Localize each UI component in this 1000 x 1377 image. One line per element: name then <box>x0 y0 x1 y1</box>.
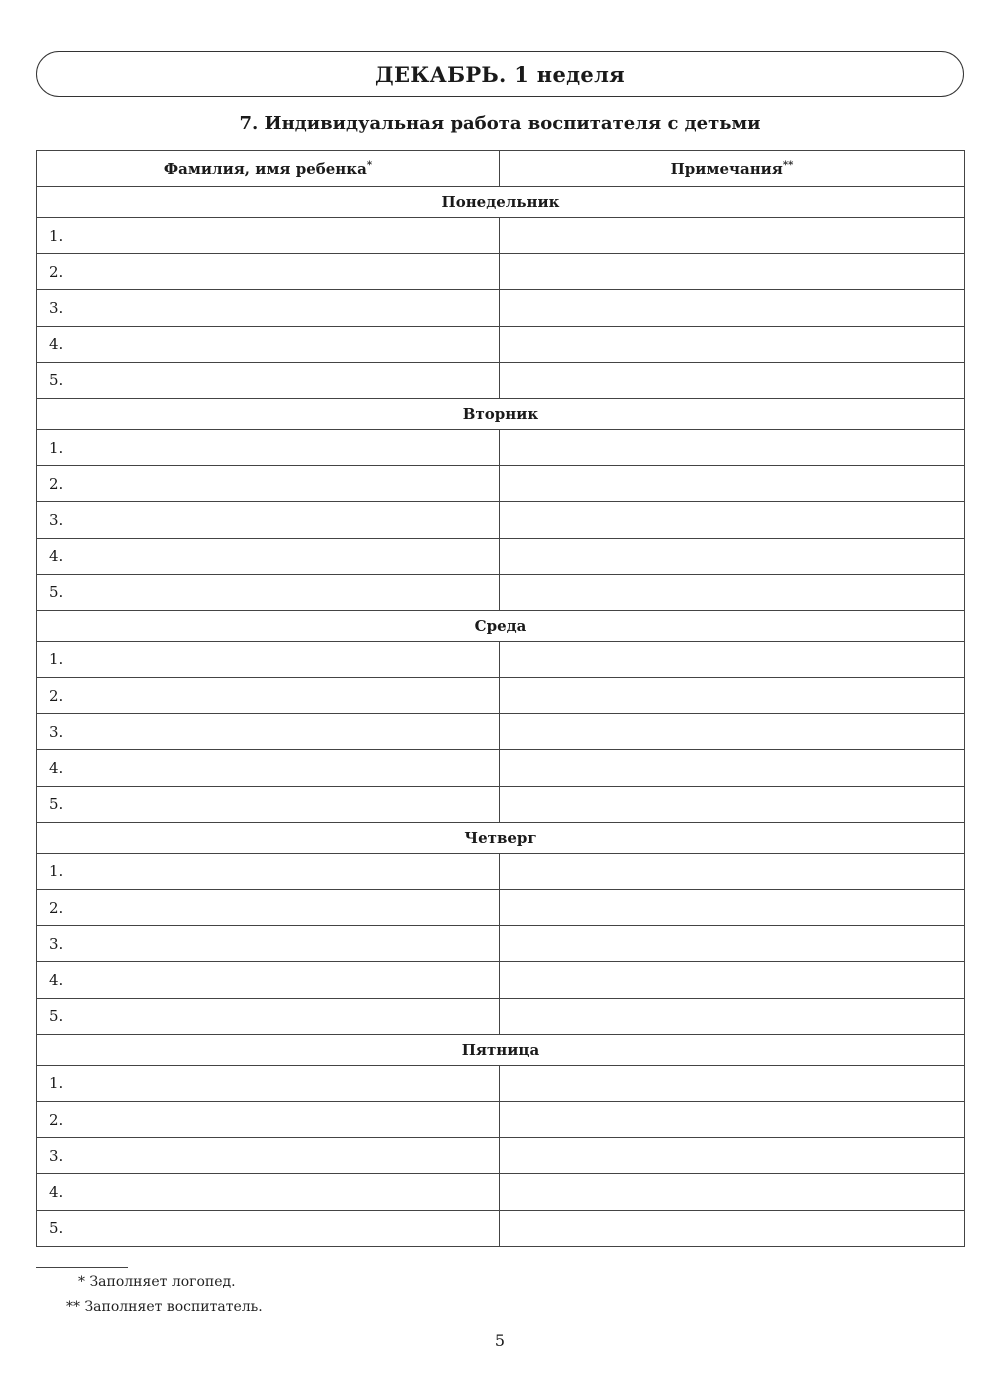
notes-cell[interactable] <box>500 1174 965 1210</box>
table-row <box>37 254 965 290</box>
child-name-cell[interactable]: 1. <box>37 1065 500 1101</box>
table-row <box>37 326 965 362</box>
child-name-cell[interactable]: 4. <box>37 538 500 574</box>
child-name-cell[interactable]: 1. <box>37 853 500 889</box>
table-row <box>37 1138 965 1174</box>
child-name-cell[interactable]: 3. <box>37 502 500 538</box>
child-name-cell[interactable]: 3. <box>37 714 500 750</box>
column-header-notes <box>500 151 965 187</box>
child-name-cell[interactable]: 4. <box>37 326 500 362</box>
child-name-cell[interactable]: 2. <box>37 254 500 290</box>
notes-cell[interactable] <box>500 962 965 998</box>
notes-cell[interactable] <box>500 1101 965 1137</box>
table-row <box>37 853 965 889</box>
footnote-2: ** Заполняет воспитатель. <box>66 1299 263 1315</box>
table-row <box>37 290 965 326</box>
notes-cell[interactable] <box>500 998 965 1034</box>
day-row <box>37 398 965 429</box>
child-name-cell[interactable]: 1. <box>37 641 500 677</box>
child-name-cell[interactable]: 5. <box>37 574 500 610</box>
day-row <box>37 187 965 218</box>
child-name-cell[interactable]: 3. <box>37 290 500 326</box>
column-header-name <box>37 151 500 187</box>
day-heading: Вторник <box>37 398 965 429</box>
section-title: 7. Индивидуальная работа воспитателя с детьми <box>239 113 761 134</box>
table-row <box>37 1174 965 1210</box>
notes-cell[interactable] <box>500 502 965 538</box>
child-name-cell[interactable]: 1. <box>37 429 500 465</box>
notes-cell[interactable] <box>500 429 965 465</box>
table-row <box>37 1065 965 1101</box>
footnote-mark-double: ** <box>782 159 794 171</box>
notes-cell[interactable] <box>500 574 965 610</box>
notes-cell[interactable] <box>500 1138 965 1174</box>
table-row <box>37 1101 965 1137</box>
day-heading: Пятница <box>37 1034 965 1065</box>
notes-cell[interactable] <box>500 641 965 677</box>
column-header-notes-label: Примечания <box>670 159 783 178</box>
day-row <box>37 610 965 641</box>
notes-cell[interactable] <box>500 466 965 502</box>
child-name-cell[interactable]: 2. <box>37 466 500 502</box>
notes-cell[interactable] <box>500 890 965 926</box>
table-row <box>37 538 965 574</box>
table-row <box>37 890 965 926</box>
notes-cell[interactable] <box>500 1210 965 1246</box>
table-row <box>37 750 965 786</box>
child-name-cell[interactable]: 1. <box>37 218 500 254</box>
table-row <box>37 962 965 998</box>
child-name-cell[interactable]: 2. <box>37 678 500 714</box>
day-row <box>37 822 965 853</box>
child-name-cell[interactable]: 4. <box>37 1174 500 1210</box>
work-table <box>36 150 965 1247</box>
table-row <box>37 786 965 822</box>
table-row <box>37 1210 965 1246</box>
table-row <box>37 466 965 502</box>
child-name-cell[interactable]: 4. <box>37 750 500 786</box>
child-name-cell[interactable]: 5. <box>37 1210 500 1246</box>
day-heading: Понедельник <box>37 187 965 218</box>
table-row <box>37 714 965 750</box>
notes-cell[interactable] <box>500 853 965 889</box>
day-heading: Среда <box>37 610 965 641</box>
child-name-cell[interactable]: 2. <box>37 890 500 926</box>
notes-cell[interactable] <box>500 1065 965 1101</box>
child-name-cell[interactable]: 3. <box>37 1138 500 1174</box>
child-name-cell[interactable]: 5. <box>37 786 500 822</box>
notes-cell[interactable] <box>500 290 965 326</box>
notes-cell[interactable] <box>500 750 965 786</box>
child-name-cell[interactable]: 3. <box>37 926 500 962</box>
child-name-cell[interactable]: 5. <box>37 998 500 1034</box>
notes-cell[interactable] <box>500 714 965 750</box>
footnote-mark-single: * <box>366 159 373 171</box>
table-row <box>37 641 965 677</box>
table-row <box>37 502 965 538</box>
table-row <box>37 678 965 714</box>
child-name-cell[interactable]: 5. <box>37 362 500 398</box>
page-number: 5 <box>494 1331 506 1350</box>
table-header-row <box>37 151 965 187</box>
notes-cell[interactable] <box>500 326 965 362</box>
table-row <box>37 429 965 465</box>
footnote-1: * Заполняет логопед. <box>78 1274 236 1290</box>
child-name-cell[interactable]: 2. <box>37 1101 500 1137</box>
table-row <box>37 998 965 1034</box>
notes-cell[interactable] <box>500 926 965 962</box>
table-row <box>37 218 965 254</box>
table-row <box>37 926 965 962</box>
notes-cell[interactable] <box>500 254 965 290</box>
page-title: ДЕКАБРЬ. 1 неделя <box>374 61 625 87</box>
notes-cell[interactable] <box>500 786 965 822</box>
table-row <box>37 362 965 398</box>
footnote-divider <box>36 1267 128 1268</box>
notes-cell[interactable] <box>500 218 965 254</box>
notes-cell[interactable] <box>500 538 965 574</box>
day-row <box>37 1034 965 1065</box>
day-heading: Четверг <box>37 822 965 853</box>
notes-cell[interactable] <box>500 362 965 398</box>
child-name-cell[interactable]: 4. <box>37 962 500 998</box>
table-row <box>37 574 965 610</box>
notes-cell[interactable] <box>500 678 965 714</box>
column-header-name-label: Фамилия, имя ребенка <box>163 159 367 178</box>
header-box <box>36 51 964 97</box>
